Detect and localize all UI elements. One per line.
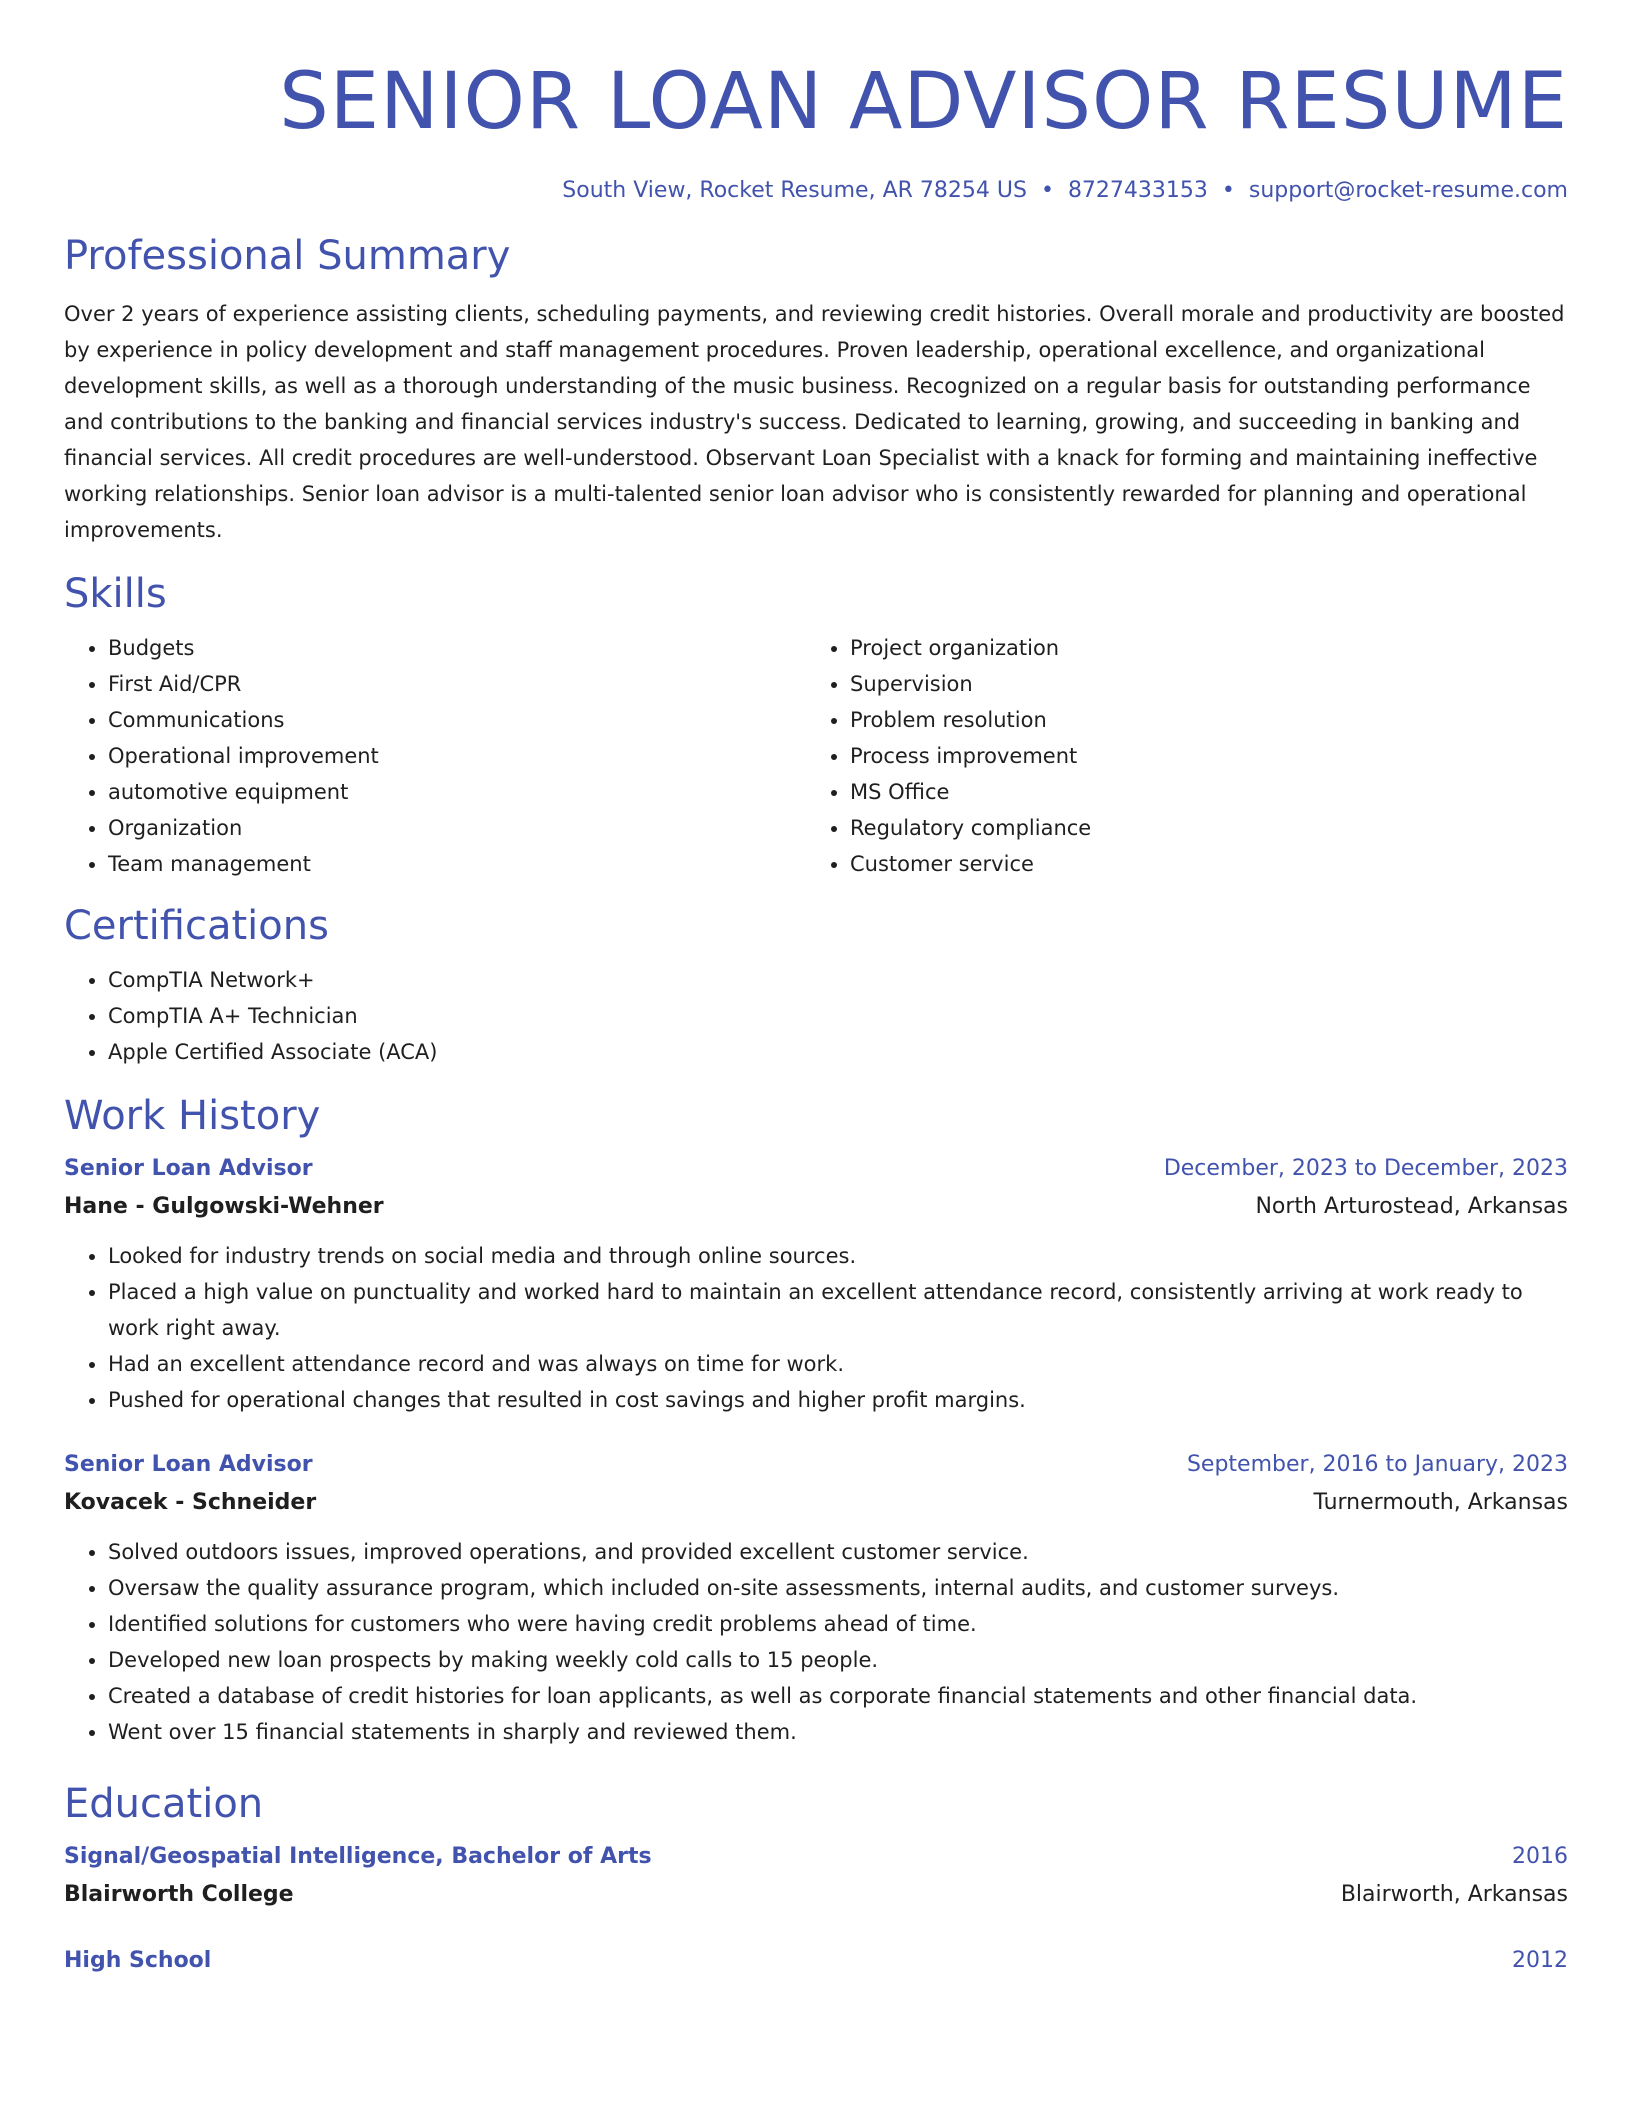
job-entry [64, 1150, 1568, 1418]
work-history-heading: Work History [64, 1093, 321, 1139]
duty-item: • Identified solutions for customers who were having credit problems ahead of time. [108, 1606, 1568, 1642]
certification-item: • CompTIA Network+ [108, 962, 1568, 998]
education-year: 2012 [1512, 1948, 1568, 1973]
duty-item: • Created a database of credit histories for loan applicants, as well as corporate financial statements and other financial data. [108, 1678, 1568, 1714]
skill-item: • Operational improvement [108, 738, 806, 774]
certifications-list [64, 962, 1568, 1070]
email-link[interactable]: support@rocket-resume.com [1248, 178, 1568, 203]
education-entry [64, 1942, 1568, 1980]
duty-item: • Had an excellent attendance record and was always on time for work. [108, 1346, 1568, 1382]
education-year: 2016 [1512, 1844, 1568, 1869]
summary-heading: Professional Summary [64, 233, 511, 279]
job-entry [64, 1446, 1568, 1750]
duty-item: • Looked for industry trends on social media and through online sources. [108, 1238, 1568, 1274]
school-location: Blairworth, Arkansas [1340, 1882, 1568, 1907]
skill-item: • Budgets [108, 630, 806, 666]
duty-item: • Placed a high value on punctuality and worked hard to maintain an excellent attendance record, consistently arriving at work ready to work right away. [108, 1274, 1568, 1346]
summary-text: Over 2 years of experience assisting clients, scheduling payments, and reviewing credit histories. Overall morale and productivity are boosted by experience in policy development and staff management procedures. Proven leadership, operational excellence, and organizational development skills, as well as a thorough understanding of the music business. Recognized on a regular basis for outstanding performance and contributions to the banking and financial services industry's success. Dedicated to learning, growing, and succeeding in banking and financial services. All credit procedures are well-understood. Observant Loan Specialist with a knack for forming and maintaining ineffective working relationships. Senior loan advisor is a multi-talented senior loan advisor who is consistently rewarded for planning and operational improvements. [64, 302, 1565, 542]
skills-heading: Skills [64, 571, 167, 617]
skill-item: • Problem resolution [850, 702, 1548, 738]
skill-item: • Customer service [850, 846, 1548, 882]
summary-section [64, 230, 1568, 548]
skills-column-right [806, 630, 1548, 882]
skill-item: • Supervision [850, 666, 1548, 702]
job-dates: September, 2016 to January, 2023 [1186, 1452, 1568, 1477]
skill-item: • Team management [108, 846, 806, 882]
job-location: Turnermouth, Arkansas [1313, 1490, 1568, 1515]
duty-item: • Oversaw the quality assurance program, which included on-site assessments, internal audits, and customer surveys. [108, 1570, 1568, 1606]
job-title: Senior Loan Advisor [64, 1156, 313, 1181]
duty-item: • Pushed for operational changes that resulted in cost savings and higher profit margins. [108, 1382, 1568, 1418]
certifications-section [64, 900, 1568, 1070]
work-history-section [64, 1090, 1568, 1750]
company-name: Hane - Gulgowski-Wehner [64, 1194, 384, 1219]
contact-line [64, 176, 1568, 206]
job-title: Senior Loan Advisor [64, 1452, 313, 1477]
skills-grid [64, 630, 1568, 882]
skill-item: • Process improvement [850, 738, 1548, 774]
duty-item: • Solved outdoors issues, improved operations, and provided excellent customer service. [108, 1534, 1568, 1570]
skills-column-left [64, 630, 806, 882]
skill-item: • Organization [108, 810, 806, 846]
duty-item: • Went over 15 financial statements in sharply and reviewed them. [108, 1714, 1568, 1750]
certification-item: • CompTIA A+ Technician [108, 998, 1568, 1034]
skill-item: • Communications [108, 702, 806, 738]
school-name: Blairworth College [64, 1882, 294, 1907]
address-text: South View, Rocket Resume, AR 78254 US [562, 178, 1027, 203]
education-heading: Education [64, 1781, 264, 1827]
job-duties [64, 1238, 1568, 1418]
education-section [64, 1778, 1568, 1980]
duty-item: • Developed new loan prospects by making weekly cold calls to 15 people. [108, 1642, 1568, 1678]
skill-item: • automotive equipment [108, 774, 806, 810]
skill-item: • MS Office [850, 774, 1548, 810]
page-title: SENIOR LOAN ADVISOR RESUME [279, 57, 1568, 147]
company-name: Kovacek - Schneider [64, 1490, 317, 1515]
job-dates: December, 2023 to December, 2023 [1163, 1156, 1568, 1181]
education-entry [64, 1838, 1568, 1914]
job-location: North Arturostead, Arkansas [1255, 1194, 1568, 1219]
degree-title: Signal/Geospatial Intelligence, Bachelor of Arts [64, 1844, 652, 1869]
certification-item: • Apple Certified Associate (ACA) [108, 1034, 1568, 1070]
degree-title: High School [64, 1948, 212, 1973]
job-duties [64, 1534, 1568, 1750]
skills-section [64, 568, 1568, 882]
certifications-heading: Certifications [64, 903, 329, 949]
skill-item: • Project organization [850, 630, 1548, 666]
separator-dot: • [1040, 178, 1054, 203]
skill-item: • Regulatory compliance [850, 810, 1548, 846]
skill-item: • First Aid/CPR [108, 666, 806, 702]
separator-dot: • [1221, 178, 1235, 203]
phone-text: 8727433153 [1067, 178, 1208, 203]
